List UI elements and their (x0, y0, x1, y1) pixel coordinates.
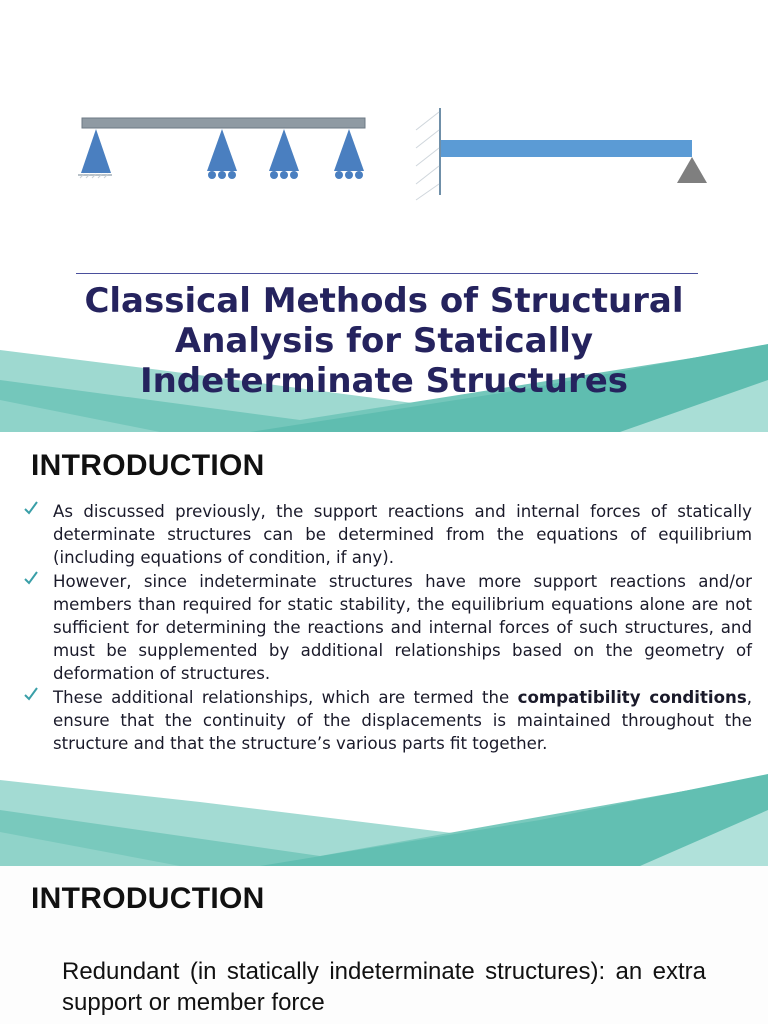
checkmark-icon (23, 686, 39, 704)
propped-cantilever-icon (416, 108, 707, 200)
structures-diagram (0, 100, 768, 210)
bullet-item (22, 500, 752, 570)
checkmark-icon (23, 570, 39, 588)
bullet-item (22, 686, 752, 756)
bullet-list (22, 500, 752, 755)
bullet-text: As discussed previously, the support reactions and internal forces of statically determinate structures can be determined from the equations of equilibrium (including equations of condition, if any). (53, 502, 752, 568)
bullet-text: However, since indeterminate structures have more support reactions and/or members than required for static stability, the equilibrium equations alone are not sufficient for determining the reactions and internal forces of such structures, and must be supplemented by additional relationships based on the geometry of deformation of structures. (53, 571, 752, 684)
title-line-1: Classical Methods of Structural (84, 281, 684, 321)
title-line-3: Indeterminate Structures (139, 361, 629, 401)
bullet-item (22, 570, 752, 686)
bullet-text-bold: compatibility conditions (517, 687, 747, 707)
continuous-beam-icon (78, 118, 365, 179)
checkmark-icon (23, 500, 39, 518)
teal-wave-decoration (0, 774, 768, 866)
title-slide (0, 0, 768, 432)
body-paragraph: Redundant (in statically indeterminate structures): an extra support or member force (62, 958, 706, 1016)
introduction-slide-2 (0, 866, 768, 1024)
section-heading: INTRODUCTION (31, 882, 265, 915)
title-divider (76, 273, 698, 274)
introduction-slide (0, 432, 768, 866)
bullet-text-tail: , ensure that the continuity of the displacements is maintained throughout the structure and that the structure’s various parts fit together. (53, 687, 752, 754)
slide-title (20, 281, 748, 401)
section-heading: INTRODUCTION (31, 449, 265, 482)
title-line-2: Analysis for Statically (174, 321, 594, 361)
bullet-text-lead: These additional relationships, which are termed the (53, 687, 518, 707)
